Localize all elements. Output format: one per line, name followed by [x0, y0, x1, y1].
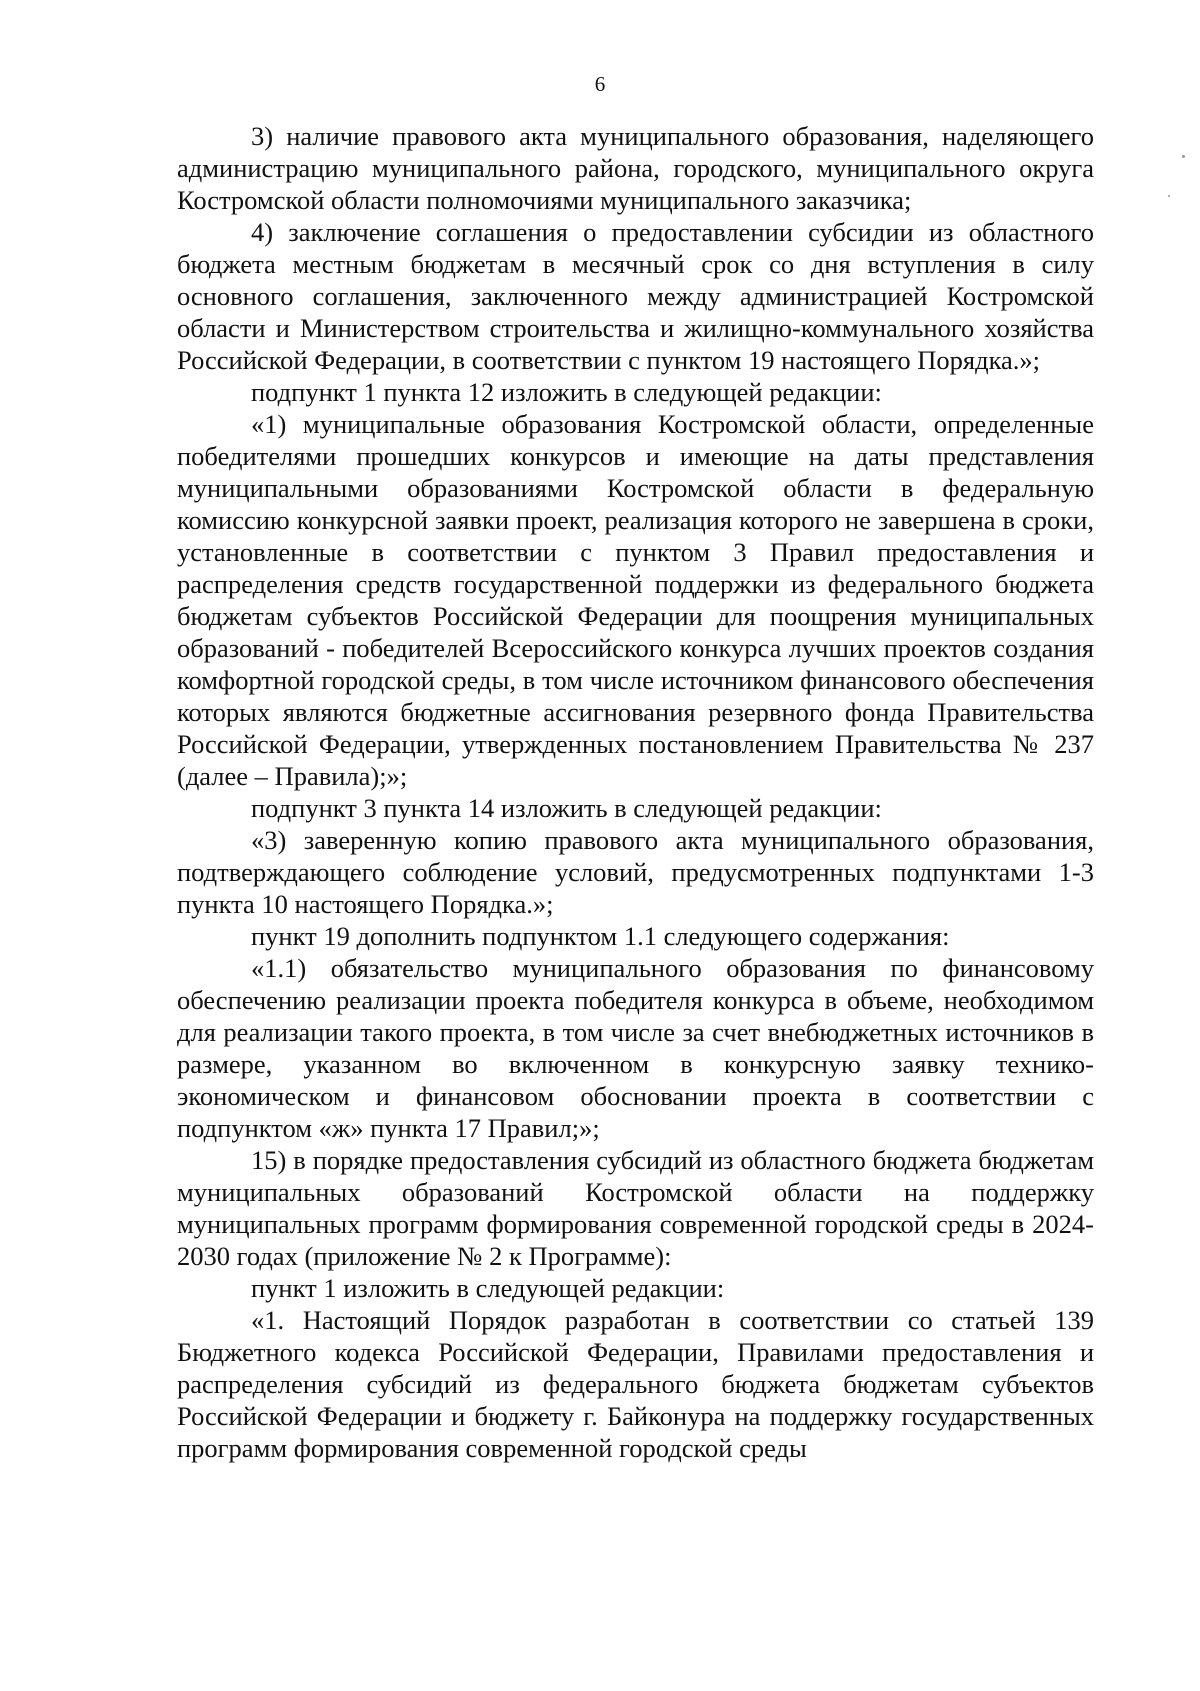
paragraph-subitem-1-1-text: «1.1) обязательство муниципального образования по финансовому обеспечению реализации проекта победителя конкурса в объеме, необходимом для реализации такого проекта, в том числе за счет внебюджетных источников в размере, указанном во включенном в конкурсную заявку технико-экономическом и финансовом обосновании проекта в соответствии с подпунктом «ж» пункта 17 Правил;»; [177, 953, 1094, 1143]
paragraph-amend-14: подпункт 3 пункта 14 изложить в следующей редакции: [251, 793, 882, 823]
page-number: 6 [594, 72, 606, 96]
paragraph-amend-12: подпункт 1 пункта 12 изложить в следующей редакции: [251, 377, 882, 407]
paragraph-item-3: 3) наличие правового акта муниципального образования, наделяющего администрацию муниципального района, городского, муниципального округа Костромской области полномочиями муниципального заказчика; [177, 121, 1094, 215]
paragraph-item-4: 4) заключение соглашения о предоставлении субсидии из областного бюджета местным бюджетам в месячный срок со дня вступления в силу основного соглашения, заключенного между администрацией Костромской области и Министерством строительства и жилищно-коммунального хозяйства Российской Федерации, в соответствии с пунктом 19 настоящего Порядка.»; [177, 217, 1094, 375]
document-body [177, 120, 1094, 1464]
scan-speck-mark [1168, 195, 1170, 197]
paragraph-amend-1: пункт 1 изложить в следующей редакции: [251, 1273, 725, 1303]
paragraph-item-15: 15) в порядке предоставления субсидий из областного бюджета бюджетам муниципальных образований Костромской области на поддержку муниципальных программ формирования современной городской среды в 2024-2030 годах (приложение № 2 к Программе): [177, 1145, 1094, 1271]
scan-speck-mark [1182, 155, 1185, 158]
paragraph-subitem-3-text: «3) заверенную копию правового акта муниципального образования, подтверждающего соблюдение условий, предусмотренных подпунктами 1-3 пункта 10 настоящего Порядка.»; [177, 825, 1094, 919]
paragraph-amend-19: пункт 19 дополнить подпунктом 1.1 следующего содержания: [251, 921, 950, 951]
paragraph-item-1-text: «1. Настоящий Порядок разработан в соответствии со статьей 139 Бюджетного кодекса Российской Федерации, Правилами предоставления и распределения субсидий из федерального бюджета бюджетам субъектов Российской Федерации и бюджету г. Байконура на поддержку государственных программ формирования современной городской среды [177, 1305, 1094, 1463]
paragraph-subitem-1-text: «1) муниципальные образования Костромской области, определенные победителями прошедших конкурсов и имеющие на даты представления муниципальными образованиями Костромской области в федеральную комиссию конкурсной заявки проект, реализация которого не завершена в сроки, установленные в соответствии с пунктом 3 Правил предоставления и распределения средств государственной поддержки из федерального бюджета бюджетам субъектов Российской Федерации для поощрения муниципальных образований - победителей Всероссийского конкурса лучших проектов создания комфортной городской среды, в том числе источником финансового обеспечения которых являются бюджетные ассигнования резервного фонда Правительства Российской Федерации, утвержденных постановлением Правительства № 237 (далее – Правила);»; [177, 409, 1094, 791]
